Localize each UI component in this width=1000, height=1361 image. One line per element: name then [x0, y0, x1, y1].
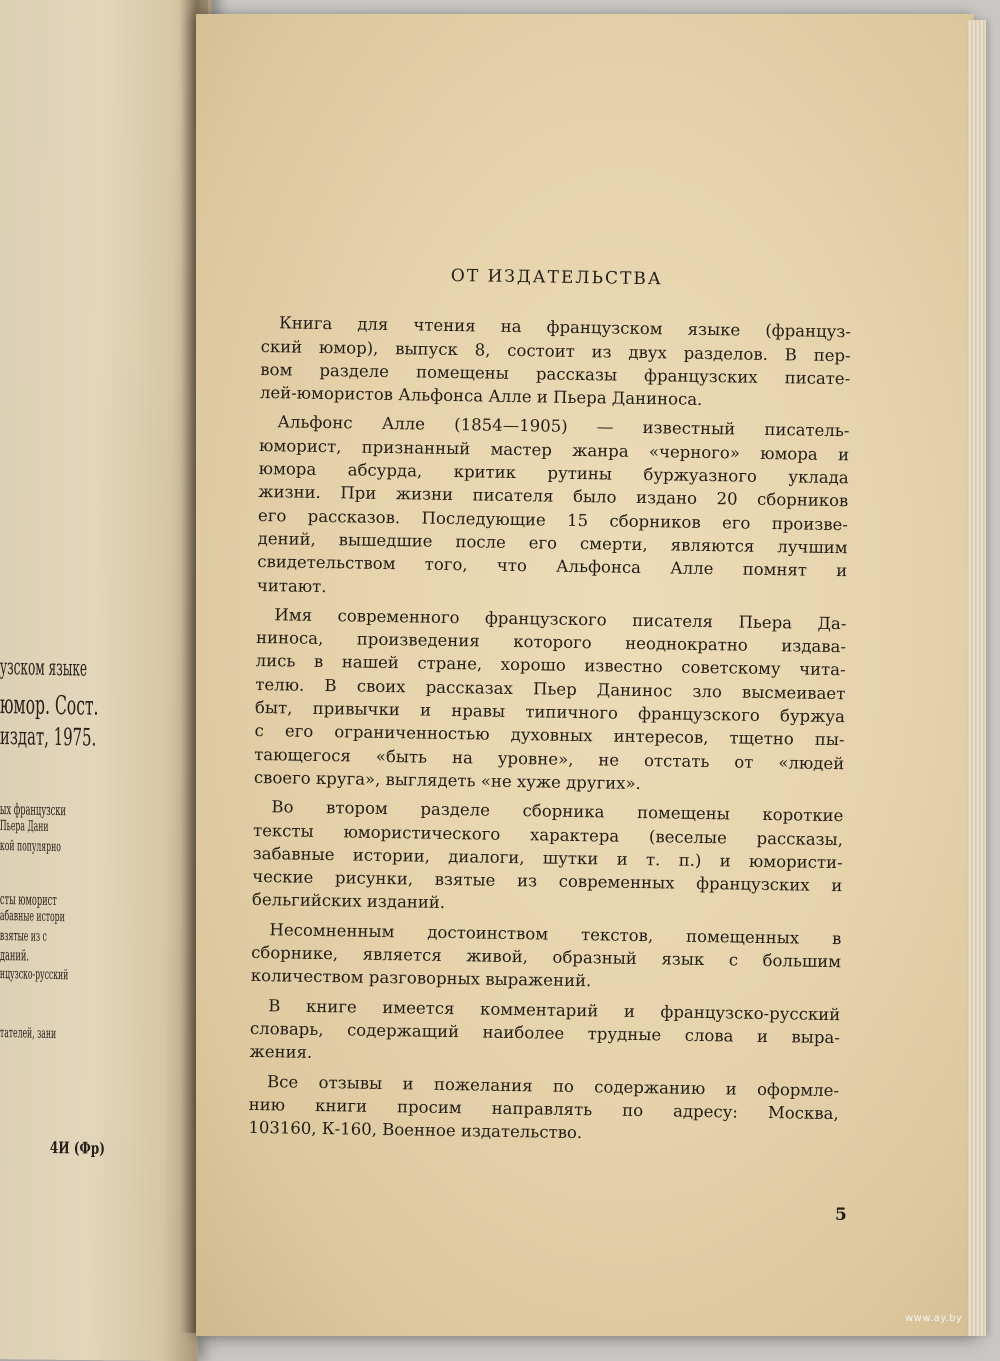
text-line: сборнике, является живой, образный язык с большим: [251, 942, 842, 972]
text-line: юморист, признанный мастер жанра «черного» юмора и: [258, 435, 850, 465]
text-line: Во втором разделе сборника помещены короткие: [271, 797, 844, 826]
left-page-line: абавные истори: [0, 908, 65, 926]
page-content: [248, 262, 852, 1149]
left-page-line: юмор. Сост.: [0, 690, 99, 722]
paragraph: [260, 311, 851, 413]
text-line: Книга для чтения на французском языке (француз-: [278, 313, 852, 342]
paragraph: [248, 1069, 839, 1148]
paragraph: [257, 410, 850, 606]
left-page-line: ых французски: [0, 800, 66, 820]
text-line: вом разделе помещены рассказы французских писате-: [260, 359, 851, 389]
text-line: жения.: [249, 1042, 313, 1063]
text-line: его рассказов. Последующие 15 сборников его произве-: [257, 505, 849, 534]
left-page-line: издат, 1975.: [0, 722, 97, 752]
text-line: с его ограниченностью духовных интересов, тщетно пы-: [254, 721, 845, 750]
page-number: 5: [835, 1205, 847, 1225]
text-line: быт, привычки и нравы типичного французского буржуа: [254, 697, 846, 727]
left-page-line: кой популярно: [0, 838, 61, 856]
text-line: ский юмор), выпуск 8, состоит из двух разделов. В пер-: [260, 336, 851, 365]
text-line: Все отзывы и пожелания по содержанию и оформле-: [266, 1071, 840, 1100]
page-edge: [968, 20, 986, 1336]
text-line: юмора абсурда, критик рутины буржуазного уклада: [258, 459, 849, 488]
text-line: нию книги просим направлять по адресу: Москва,: [248, 1094, 839, 1123]
text-line: тающегося «быть на уровне», не отстать от «людей: [254, 744, 845, 773]
text-line: количеством разговорных выражений.: [250, 966, 592, 991]
left-page-line: даний.: [0, 946, 30, 965]
text-line: забавные истории, диалоги, шутки и т. п.) и юмористи-: [252, 843, 843, 873]
text-line: тексты юмористического характера (веселые рассказы,: [252, 820, 844, 849]
text-line: В книге имеется комментарий и французско-русский: [268, 995, 841, 1024]
text-line: ческие рисунки, взятые из современных французских и: [252, 867, 843, 896]
left-page-line: 4И (Фр): [49, 1138, 105, 1158]
text-line: 103160, К-160, Военное издательство.: [248, 1117, 583, 1143]
left-page-line: узском языке: [0, 655, 88, 682]
text-line: Альфонс Алле (1854—1905) — известный писатель-: [277, 412, 850, 441]
left-page-line: нцузско-русский: [0, 966, 69, 984]
text-line: Имя современного французского писателя Пьера Да-: [274, 605, 847, 634]
text-line: свидетельством того, что Альфонса Алле помнят и: [257, 552, 848, 581]
watermark: www.ay.by: [905, 1313, 963, 1324]
text-line: словарь, содержащий наиболее трудные слова и выра-: [249, 1018, 841, 1048]
text-line: бельгийских изданий.: [251, 890, 446, 913]
text-line: лись в нашей стране, хорошо известно советскому чита-: [255, 651, 846, 680]
paragraph: [254, 603, 847, 799]
text-line: телю. В своих рассказах Пьер Даниноc зло высмеивает: [255, 674, 846, 703]
paragraph: [252, 795, 844, 921]
text-line: дений, вышедшие после его смерти, являются лучшим: [257, 528, 848, 558]
text-line: своего круга», выглядеть «не хуже других».: [253, 767, 641, 793]
left-page-line: Пьера Дани: [0, 818, 49, 835]
paragraph: [251, 918, 842, 997]
text-line: жизни. При жизни писателя было издано 20 сборников: [258, 482, 849, 511]
text-line: читают.: [256, 575, 327, 596]
left-page-line: взятые из с: [0, 928, 47, 945]
text-line: Несомненным достоинством текстов, помещенных в: [269, 919, 842, 948]
paragraphs: [248, 311, 851, 1148]
text-line: ниноса, произведения которого неоднократно издава-: [255, 628, 847, 657]
paragraph: [249, 994, 840, 1073]
left-page-line: сты юморист: [0, 890, 57, 910]
text-line: лей-юмористов Альфонса Алле и Пьера Даниноса.: [259, 383, 703, 410]
left-page-line: тателей, зани: [0, 1025, 57, 1043]
page-title: ОТ ИЗДАТЕЛЬСТВА: [450, 265, 663, 290]
